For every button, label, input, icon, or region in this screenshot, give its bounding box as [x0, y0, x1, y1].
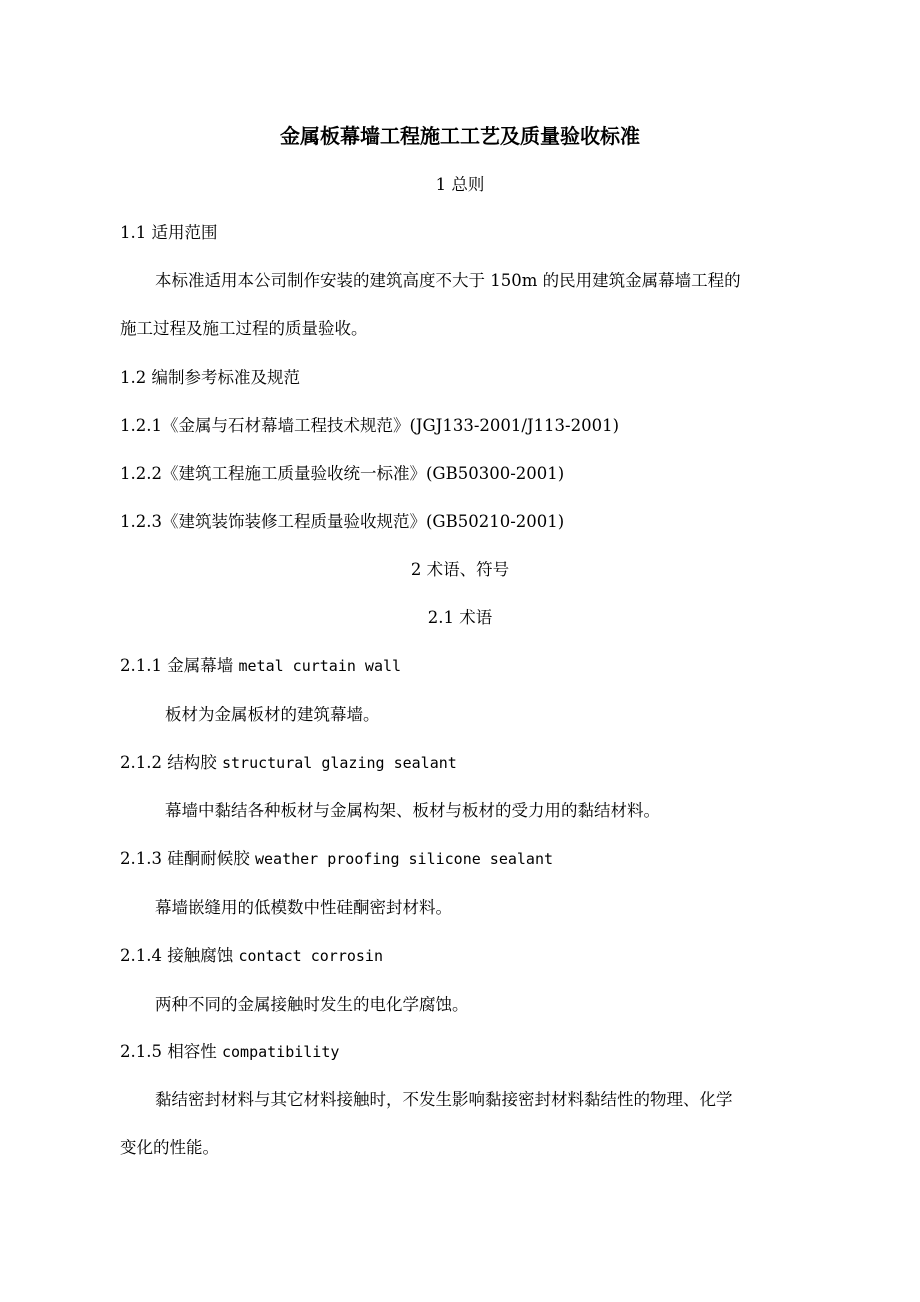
- section-1-1-paragraph-line-1: 本标准适用本公司制作安装的建筑高度不大于 150m 的民用建筑金属幕墙工程的: [155, 271, 741, 290]
- term-definition-line-1: 黏结密封材料与其它材料接触时，不发生影响黏接密封材料黏结性的物理、化学: [155, 1090, 733, 1109]
- term-heading: [120, 1041, 339, 1063]
- term-number-name: 2.1.4 接触腐蚀: [120, 946, 234, 965]
- term-heading: [120, 752, 457, 774]
- document-title: 金属板幕墙工程施工工艺及质量验收标准: [280, 124, 640, 148]
- section-2-1-heading: 2.1 术语: [427, 608, 493, 627]
- term-heading: [120, 945, 383, 967]
- reference-item-3: 1.2.3《建筑装饰装修工程质量验收规范》(GB50210-2001): [120, 512, 565, 531]
- term-english: metal curtain wall: [238, 657, 402, 675]
- term-english: contact corrosin: [238, 947, 383, 965]
- term-number-name: 2.1.3 硅酮耐候胶: [120, 849, 250, 868]
- term-definition: 幕墙嵌缝用的低模数中性硅酮密封材料。: [155, 898, 452, 917]
- section-2-heading: 2 术语、符号: [410, 560, 510, 579]
- section-1-1-heading: 1.1 适用范围: [120, 223, 218, 242]
- term-heading: [120, 848, 553, 870]
- term-definition: 两种不同的金属接触时发生的电化学腐蚀。: [155, 995, 469, 1014]
- reference-item-2: 1.2.2《建筑工程施工质量验收统一标准》(GB50300-2001): [120, 464, 565, 483]
- term-english: weather proofing silicone sealant: [254, 850, 553, 868]
- section-1-heading: 1 总则: [435, 175, 485, 194]
- term-definition: 幕墙中黏结各种板材与金属构架、板材与板材的受力用的黏结材料。: [165, 801, 660, 820]
- section-1-2-heading: 1.2 编制参考标准及规范: [120, 368, 300, 387]
- term-number-name: 2.1.1 金属幕墙: [120, 656, 234, 675]
- term-definition: 板材为金属板材的建筑幕墙。: [165, 705, 380, 724]
- term-english: structural glazing sealant: [221, 754, 457, 772]
- section-1-1-paragraph-line-2: 施工过程及施工过程的质量验收。: [120, 319, 368, 338]
- term-heading: [120, 655, 401, 677]
- reference-item-1: 1.2.1《金属与石材幕墙工程技术规范》(JGJ133-2001/J113-2001): [120, 416, 620, 435]
- term-number-name: 2.1.5 相容性: [120, 1042, 217, 1061]
- term-definition-line-2: 变化的性能。: [120, 1138, 219, 1157]
- term-english: compatibility: [221, 1043, 340, 1061]
- term-number-name: 2.1.2 结构胶: [120, 753, 217, 772]
